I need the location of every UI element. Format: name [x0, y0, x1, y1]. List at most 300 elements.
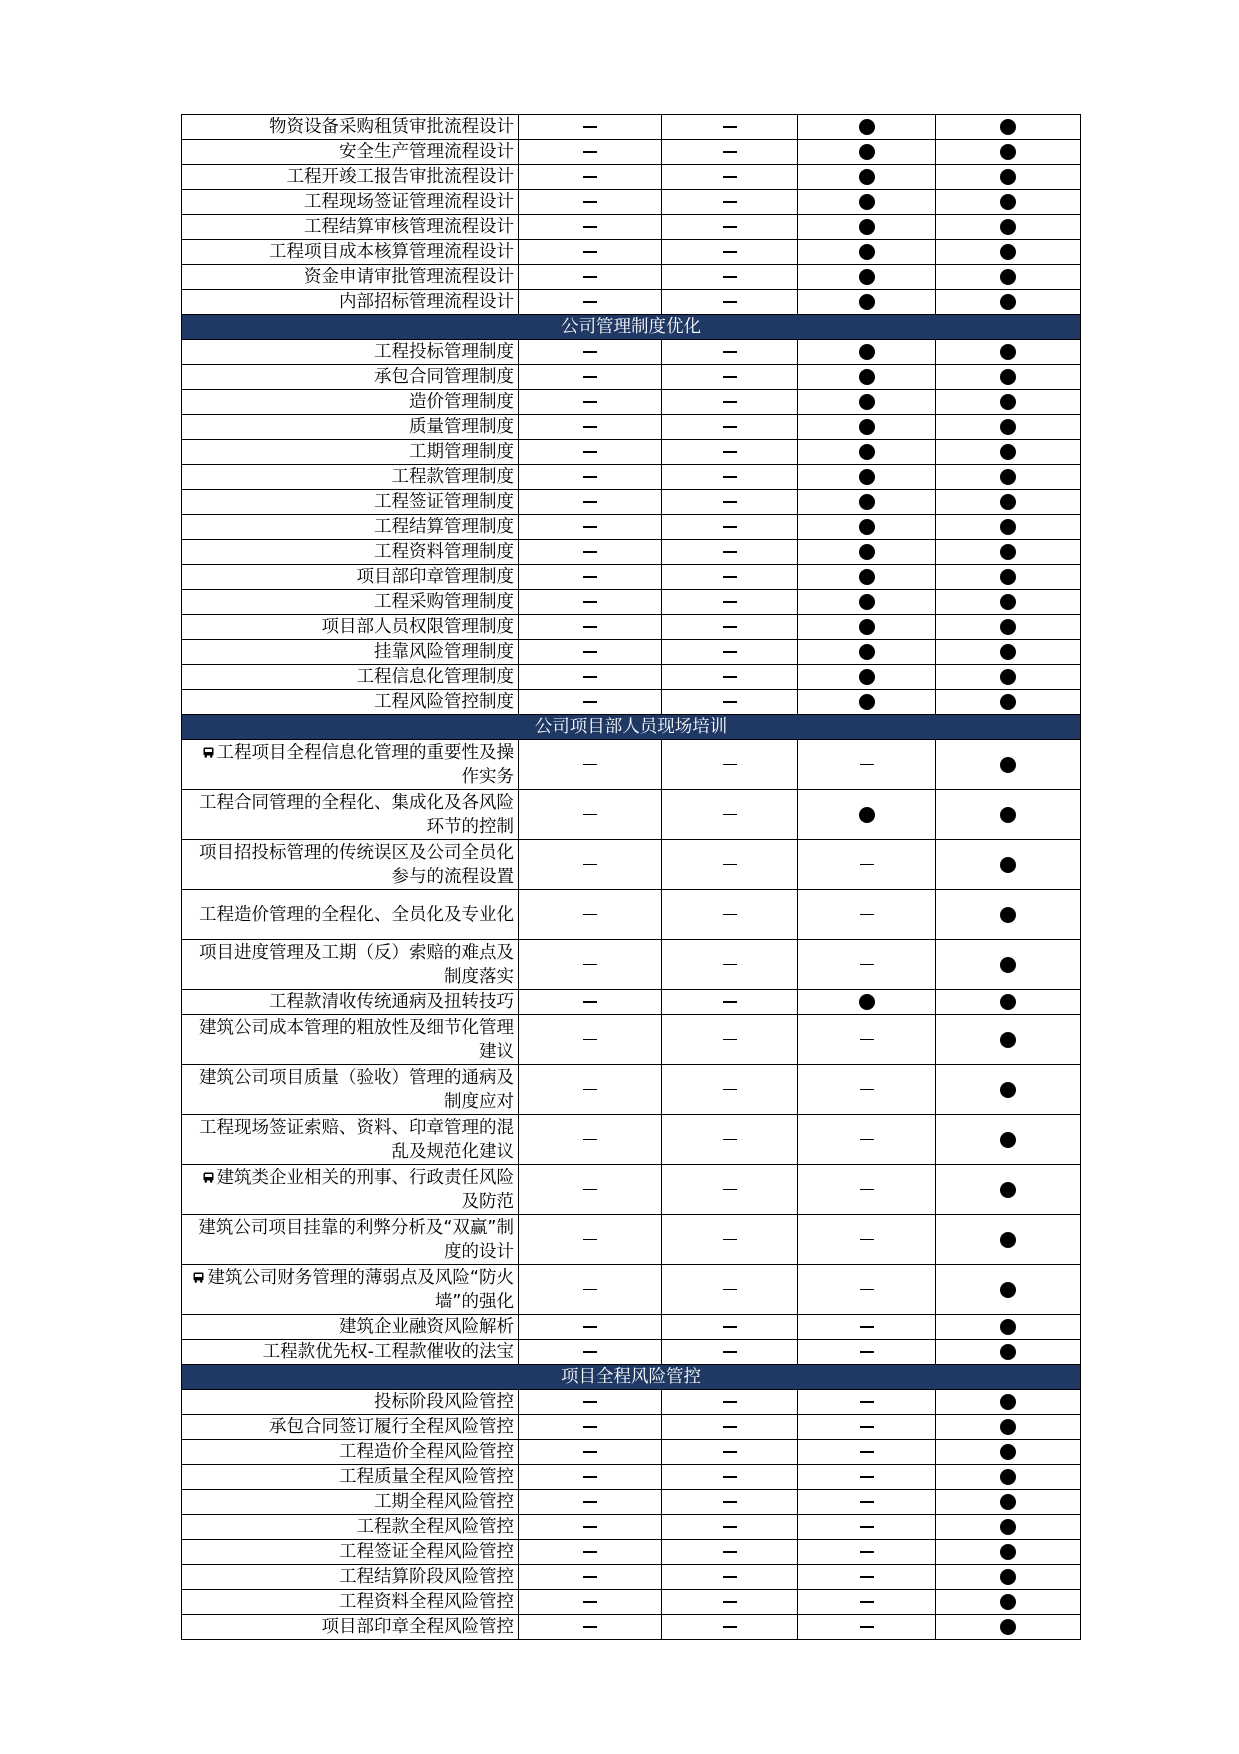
mark-cell: [662, 515, 798, 540]
dash-icon: [723, 1551, 737, 1553]
mark-cell: [662, 890, 798, 940]
row-label: 工程资料全程风险管控: [339, 1592, 514, 1612]
mark-cell: [662, 1015, 798, 1065]
table-row: [182, 340, 1081, 365]
dash-icon: [583, 914, 597, 916]
dash-icon: [583, 226, 597, 228]
row-label: 工程开竣工报告审批流程设计: [286, 167, 514, 187]
mark-cell: [662, 590, 798, 615]
row-label-cell: [182, 1490, 519, 1515]
dash-icon: [583, 814, 597, 816]
mark-cell: [519, 1590, 662, 1615]
filled-dot-icon: [859, 144, 875, 160]
row-label-cell: [182, 115, 519, 140]
dash-icon: [583, 676, 597, 678]
mark-cell: [519, 1315, 662, 1340]
row-label: 工程投标管理制度: [374, 342, 514, 362]
row-label: 工程项目成本核算管理流程设计: [269, 242, 514, 262]
row-label-cell: [182, 1215, 519, 1265]
mark-cell: [936, 1340, 1081, 1365]
filled-dot-icon: [859, 469, 875, 485]
dash-icon: [723, 176, 737, 178]
row-label-cell: [182, 1590, 519, 1615]
mark-cell: [798, 1215, 936, 1265]
row-label-cell: [182, 1265, 519, 1315]
row-label: 工程结算审核管理流程设计: [304, 217, 514, 237]
dash-icon: [583, 1289, 597, 1291]
mark-cell: [936, 615, 1081, 640]
filled-dot-icon: [1000, 1082, 1016, 1098]
dash-icon: [583, 1451, 597, 1453]
dash-icon: [723, 276, 737, 278]
dash-icon: [583, 601, 597, 603]
filled-dot-icon: [1000, 1182, 1016, 1198]
row-label: 工程现场签证管理流程设计: [304, 192, 514, 212]
dash-icon: [723, 701, 737, 703]
dash-icon: [583, 1576, 597, 1578]
mark-cell: [798, 340, 936, 365]
table-row: [182, 440, 1081, 465]
filled-dot-icon: [1000, 1444, 1016, 1460]
mark-cell: [519, 1490, 662, 1515]
dash-icon: [583, 701, 597, 703]
table-row: [182, 640, 1081, 665]
filled-dot-icon: [1000, 644, 1016, 660]
mark-cell: [519, 1615, 662, 1640]
filled-dot-icon: [1000, 1232, 1016, 1248]
mark-cell: [798, 1440, 936, 1465]
dash-icon: [723, 1239, 737, 1241]
mark-cell: [662, 1165, 798, 1215]
dash-icon: [723, 601, 737, 603]
mark-cell: [662, 240, 798, 265]
dash-icon: [583, 1089, 597, 1091]
mark-cell: [798, 1390, 936, 1415]
dash-icon: [723, 576, 737, 578]
row-label: 项目招投标管理的传统误区及公司全员化参与的流程设置: [199, 842, 514, 887]
mark-cell: [936, 1265, 1081, 1315]
dash-icon: [723, 626, 737, 628]
filled-dot-icon: [1000, 957, 1016, 973]
table-row: [182, 165, 1081, 190]
mark-cell: [662, 490, 798, 515]
dash-icon: [583, 1001, 597, 1003]
mark-cell: [519, 1415, 662, 1440]
filled-dot-icon: [1000, 619, 1016, 635]
filled-dot-icon: [1000, 669, 1016, 685]
mark-cell: [798, 215, 936, 240]
mark-cell: [936, 1415, 1081, 1440]
mark-cell: [798, 415, 936, 440]
row-label: 项目部印章管理制度: [356, 567, 514, 587]
mark-cell: [936, 190, 1081, 215]
dash-icon: [723, 1351, 737, 1353]
dash-icon: [583, 576, 597, 578]
dash-icon: [860, 1239, 874, 1241]
dash-icon: [583, 1139, 597, 1141]
dash-icon: [583, 201, 597, 203]
dash-icon: [723, 151, 737, 153]
filled-dot-icon: [859, 169, 875, 185]
row-label: 挂靠风险管理制度: [374, 642, 514, 662]
row-label-cell: [182, 240, 519, 265]
filled-dot-icon: [859, 669, 875, 685]
dash-icon: [723, 814, 737, 816]
mark-cell: [936, 790, 1081, 840]
filled-dot-icon: [1000, 1569, 1016, 1585]
row-label-cell: [182, 690, 519, 715]
table-row: [182, 615, 1081, 640]
filled-dot-icon: [859, 344, 875, 360]
filled-dot-icon: [859, 569, 875, 585]
mark-cell: [798, 1515, 936, 1540]
mark-cell: [519, 990, 662, 1015]
table-row: [182, 1440, 1081, 1465]
table-row: [182, 665, 1081, 690]
mark-cell: [936, 340, 1081, 365]
row-label-cell: [182, 1115, 519, 1165]
mark-cell: [936, 590, 1081, 615]
mark-cell: [798, 690, 936, 715]
dash-icon: [723, 551, 737, 553]
filled-dot-icon: [859, 219, 875, 235]
row-label-cell: [182, 1065, 519, 1115]
dash-icon: [860, 1626, 874, 1628]
table-row: [182, 490, 1081, 515]
row-label-cell: [182, 1440, 519, 1465]
row-label: 工程合同管理的全程化、集成化及各风险环节的控制: [199, 792, 514, 837]
row-label: 工程签证管理制度: [374, 492, 514, 512]
dash-icon: [583, 251, 597, 253]
row-label-cell: [182, 790, 519, 840]
dash-icon: [860, 1139, 874, 1141]
row-label-cell: [182, 1615, 519, 1640]
dash-icon: [723, 426, 737, 428]
dash-icon: [723, 251, 737, 253]
filled-dot-icon: [1000, 344, 1016, 360]
dash-icon: [583, 1239, 597, 1241]
dash-icon: [723, 501, 737, 503]
mark-cell: [936, 565, 1081, 590]
row-label-cell: [182, 1465, 519, 1490]
row-label-cell: [182, 1390, 519, 1415]
table-row: [182, 290, 1081, 315]
filled-dot-icon: [859, 694, 875, 710]
mark-cell: [798, 515, 936, 540]
filled-dot-icon: [1000, 544, 1016, 560]
table-row: [182, 1065, 1081, 1115]
mark-cell: [936, 215, 1081, 240]
dash-icon: [723, 351, 737, 353]
row-label-cell: [182, 890, 519, 940]
row-label: 工期全程风险管控: [374, 1492, 514, 1512]
mark-cell: [519, 1440, 662, 1465]
dash-icon: [723, 1289, 737, 1291]
row-label: 项目进度管理及工期（反）索赔的难点及制度落实: [199, 942, 514, 987]
mark-cell: [798, 1590, 936, 1615]
mark-cell: [936, 1490, 1081, 1515]
mark-cell: [798, 265, 936, 290]
dash-icon: [583, 1526, 597, 1528]
mark-cell: [798, 1015, 936, 1065]
mark-cell: [519, 565, 662, 590]
row-label: 物资设备采购租赁审批流程设计: [269, 117, 514, 137]
mark-cell: [936, 1590, 1081, 1615]
mark-cell: [798, 290, 936, 315]
filled-dot-icon: [859, 119, 875, 135]
table-row: [182, 740, 1081, 790]
mark-cell: [798, 390, 936, 415]
filled-dot-icon: [859, 394, 875, 410]
dash-icon: [583, 426, 597, 428]
mark-cell: [798, 1065, 936, 1115]
mark-cell: [662, 115, 798, 140]
mark-cell: [662, 1540, 798, 1565]
mark-cell: [798, 790, 936, 840]
table-row: [182, 390, 1081, 415]
row-label-cell: [182, 265, 519, 290]
mark-cell: [662, 1415, 798, 1440]
dash-icon: [860, 1326, 874, 1328]
mark-cell: [519, 640, 662, 665]
section-header-row: [182, 315, 1081, 340]
row-label: 工程款全程风险管控: [356, 1517, 514, 1537]
dash-icon: [860, 1351, 874, 1353]
mark-cell: [662, 365, 798, 390]
dash-icon: [723, 301, 737, 303]
mark-cell: [798, 115, 936, 140]
table-row: [182, 1215, 1081, 1265]
mark-cell: [519, 1265, 662, 1315]
table-row: [182, 565, 1081, 590]
row-label-cell: [182, 1415, 519, 1440]
row-label: 工程结算阶段风险管控: [339, 1567, 514, 1587]
row-label-cell: [182, 990, 519, 1015]
bus-icon: [193, 1272, 204, 1283]
row-label: 工期管理制度: [409, 442, 514, 462]
row-label-cell: [182, 1340, 519, 1365]
bus-icon: [203, 1172, 214, 1183]
mark-cell: [798, 1615, 936, 1640]
mark-cell: [798, 1265, 936, 1315]
row-label-cell: [182, 340, 519, 365]
table-row: [182, 1590, 1081, 1615]
filled-dot-icon: [859, 619, 875, 635]
row-label: 工程款清收传统通病及扭转技巧: [269, 992, 514, 1012]
dash-icon: [723, 676, 737, 678]
mark-cell: [519, 540, 662, 565]
filled-dot-icon: [859, 244, 875, 260]
filled-dot-icon: [1000, 994, 1016, 1010]
table-row: [182, 540, 1081, 565]
mark-cell: [936, 415, 1081, 440]
mark-cell: [798, 890, 936, 940]
dash-icon: [583, 864, 597, 866]
dash-icon: [860, 1189, 874, 1191]
mark-cell: [662, 540, 798, 565]
mark-cell: [798, 740, 936, 790]
filled-dot-icon: [1000, 169, 1016, 185]
row-label-cell: [182, 290, 519, 315]
dash-icon: [583, 1601, 597, 1603]
row-label-cell: [182, 140, 519, 165]
mark-cell: [798, 590, 936, 615]
mark-cell: [936, 1615, 1081, 1640]
row-label-cell: [182, 590, 519, 615]
row-label-cell: [182, 1015, 519, 1065]
mark-cell: [936, 1015, 1081, 1065]
mark-cell: [662, 1465, 798, 1490]
mark-cell: [519, 215, 662, 240]
dash-icon: [583, 1189, 597, 1191]
filled-dot-icon: [859, 294, 875, 310]
dash-icon: [583, 626, 597, 628]
mark-cell: [936, 1215, 1081, 1265]
table-row: [182, 1115, 1081, 1165]
mark-cell: [519, 265, 662, 290]
mark-cell: [519, 940, 662, 990]
row-label: 工程采购管理制度: [374, 592, 514, 612]
row-label-cell: [182, 490, 519, 515]
mark-cell: [519, 240, 662, 265]
row-label: 建筑类企业相关的刑事、行政责任风险及防范: [216, 1167, 514, 1212]
mark-cell: [798, 1315, 936, 1340]
table-row: [182, 140, 1081, 165]
table-row: [182, 1540, 1081, 1565]
dash-icon: [583, 1476, 597, 1478]
row-label: 工程资料管理制度: [374, 542, 514, 562]
mark-cell: [798, 465, 936, 490]
table-row: [182, 690, 1081, 715]
mark-cell: [662, 465, 798, 490]
filled-dot-icon: [1000, 194, 1016, 210]
dash-icon: [860, 1476, 874, 1478]
mark-cell: [798, 640, 936, 665]
mark-cell: [936, 1440, 1081, 1465]
mark-cell: [662, 790, 798, 840]
mark-cell: [798, 1565, 936, 1590]
mark-cell: [662, 1390, 798, 1415]
mark-cell: [936, 1540, 1081, 1565]
dash-icon: [583, 1039, 597, 1041]
mark-cell: [936, 990, 1081, 1015]
mark-cell: [798, 615, 936, 640]
mark-cell: [798, 140, 936, 165]
filled-dot-icon: [1000, 1519, 1016, 1535]
dash-icon: [723, 1001, 737, 1003]
row-label-cell: [182, 1540, 519, 1565]
mark-cell: [662, 265, 798, 290]
mark-cell: [936, 1315, 1081, 1340]
filled-dot-icon: [1000, 907, 1016, 923]
mark-cell: [662, 165, 798, 190]
mark-cell: [662, 1490, 798, 1515]
mark-cell: [662, 1115, 798, 1165]
table-row: [182, 1165, 1081, 1215]
mark-cell: [936, 890, 1081, 940]
table-row: [182, 1415, 1081, 1440]
row-label-cell: [182, 1165, 519, 1215]
filled-dot-icon: [1000, 119, 1016, 135]
table-row: [182, 190, 1081, 215]
filled-dot-icon: [1000, 294, 1016, 310]
mark-cell: [662, 1215, 798, 1265]
row-label: 工程风险管控制度: [374, 692, 514, 712]
dash-icon: [723, 1451, 737, 1453]
dash-icon: [583, 351, 597, 353]
mark-cell: [936, 165, 1081, 190]
dash-icon: [723, 376, 737, 378]
dash-icon: [723, 1326, 737, 1328]
row-label-cell: [182, 1515, 519, 1540]
table-row: [182, 1565, 1081, 1590]
mark-cell: [519, 790, 662, 840]
mark-cell: [798, 490, 936, 515]
mark-cell: [798, 190, 936, 215]
row-label: 工程款管理制度: [391, 467, 514, 487]
row-label-cell: [182, 565, 519, 590]
mark-cell: [936, 265, 1081, 290]
filled-dot-icon: [1000, 519, 1016, 535]
mark-cell: [519, 415, 662, 440]
mark-cell: [662, 1515, 798, 1540]
row-label: 承包合同签订履行全程风险管控: [269, 1417, 514, 1437]
mark-cell: [936, 240, 1081, 265]
dash-icon: [723, 1189, 737, 1191]
mark-cell: [798, 665, 936, 690]
dash-icon: [583, 301, 597, 303]
mark-cell: [662, 1340, 798, 1365]
filled-dot-icon: [1000, 1394, 1016, 1410]
dash-icon: [860, 1426, 874, 1428]
dash-icon: [723, 126, 737, 128]
table-row: [182, 115, 1081, 140]
mark-cell: [519, 490, 662, 515]
mark-cell: [936, 465, 1081, 490]
dash-icon: [583, 764, 597, 766]
dash-icon: [583, 551, 597, 553]
dash-icon: [723, 764, 737, 766]
dash-icon: [860, 1089, 874, 1091]
row-label: 项目部人员权限管理制度: [321, 617, 514, 637]
dash-icon: [860, 764, 874, 766]
row-label-cell: [182, 1565, 519, 1590]
table-row: [182, 265, 1081, 290]
mark-cell: [662, 1265, 798, 1315]
mark-cell: [519, 1390, 662, 1415]
mark-cell: [662, 940, 798, 990]
mark-cell: [662, 565, 798, 590]
dash-icon: [723, 1626, 737, 1628]
section-header-row: [182, 715, 1081, 740]
mark-cell: [519, 615, 662, 640]
dash-icon: [860, 1526, 874, 1528]
mark-cell: [662, 990, 798, 1015]
mark-cell: [936, 490, 1081, 515]
mark-cell: [936, 640, 1081, 665]
row-label: 工程结算管理制度: [374, 517, 514, 537]
mark-cell: [936, 290, 1081, 315]
mark-cell: [662, 840, 798, 890]
mark-cell: [798, 440, 936, 465]
mark-cell: [519, 440, 662, 465]
row-label-cell: [182, 365, 519, 390]
filled-dot-icon: [859, 519, 875, 535]
row-label-cell: [182, 740, 519, 790]
mark-cell: [519, 515, 662, 540]
mark-cell: [519, 690, 662, 715]
table-body: [182, 115, 1081, 1640]
